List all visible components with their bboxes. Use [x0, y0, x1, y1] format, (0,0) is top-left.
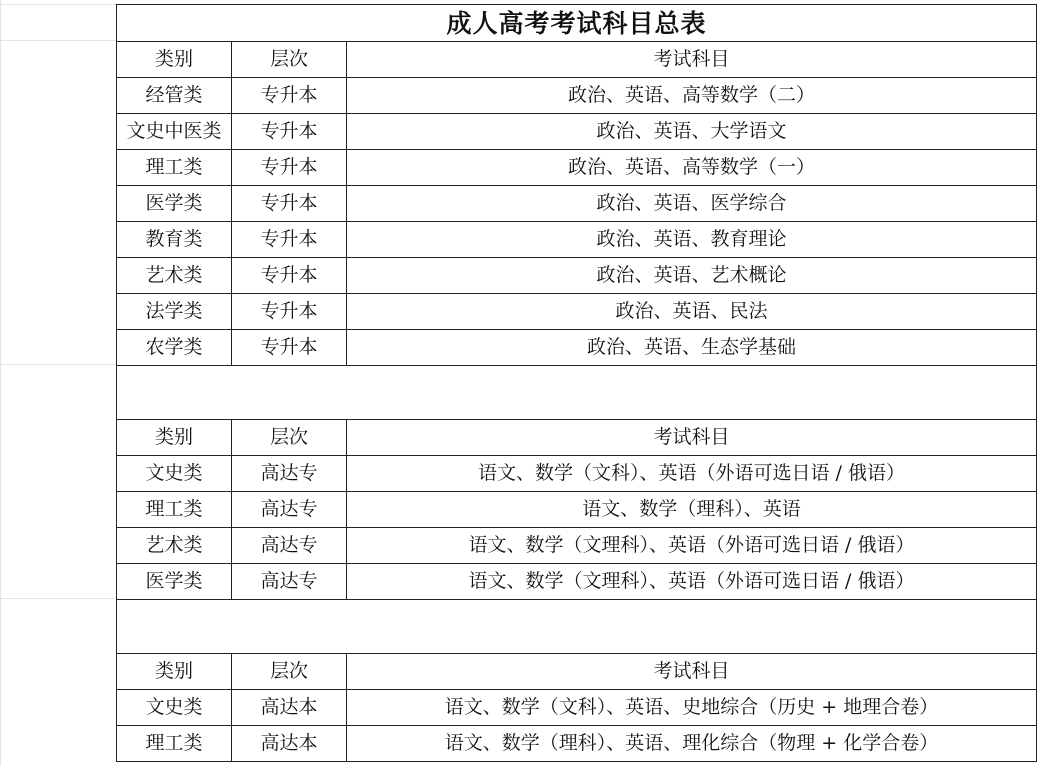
cell-subjects[interactable]: 语文、数学（文理科）、英语（外语可选日语 / 俄语） [347, 528, 1037, 564]
gridline [0, 40, 116, 41]
cell-level[interactable]: 高达本 [232, 690, 347, 726]
cell-subjects[interactable]: 政治、英语、大学语文 [347, 114, 1037, 150]
cell-level[interactable]: 专升本 [232, 150, 347, 186]
table-row [117, 528, 1037, 564]
gridline [0, 4, 116, 5]
header-category[interactable]: 类别 [117, 42, 232, 78]
cell-category[interactable]: 教育类 [117, 222, 232, 258]
cell-category[interactable]: 法学类 [117, 294, 232, 330]
header-subjects[interactable]: 考试科目 [347, 42, 1037, 78]
cell-level[interactable]: 专升本 [232, 186, 347, 222]
table-row [117, 330, 1037, 366]
table-row [117, 492, 1037, 528]
cell-subjects[interactable]: 语文、数学（文科）、英语（外语可选日语 / 俄语） [347, 456, 1037, 492]
table-row [117, 294, 1037, 330]
gridline [0, 598, 116, 599]
cell-category[interactable]: 文史中医类 [117, 114, 232, 150]
cell-category[interactable]: 医学类 [117, 186, 232, 222]
cell-category[interactable]: 医学类 [117, 564, 232, 600]
table-row [117, 258, 1037, 294]
cell-subjects[interactable]: 政治、英语、民法 [347, 294, 1037, 330]
cell-level[interactable]: 高达专 [232, 492, 347, 528]
header-level[interactable]: 层次 [232, 654, 347, 690]
table-row [117, 78, 1037, 114]
cell-subjects[interactable]: 政治、英语、生态学基础 [347, 330, 1037, 366]
cell-level[interactable]: 专升本 [232, 222, 347, 258]
cell-category[interactable]: 理工类 [117, 726, 232, 762]
header-level[interactable]: 层次 [232, 420, 347, 456]
header-category[interactable]: 类别 [117, 420, 232, 456]
table-row [117, 114, 1037, 150]
cell-subjects[interactable]: 语文、数学（理科）、英语 [347, 492, 1037, 528]
empty-spacer-cell[interactable] [117, 600, 1037, 654]
cell-category[interactable]: 艺术类 [117, 258, 232, 294]
cell-level[interactable]: 专升本 [232, 78, 347, 114]
cell-subjects[interactable]: 政治、英语、高等数学（一） [347, 150, 1037, 186]
section-header-row [117, 654, 1037, 690]
cell-level[interactable]: 专升本 [232, 294, 347, 330]
header-category[interactable]: 类别 [117, 654, 232, 690]
cell-category[interactable]: 文史类 [117, 690, 232, 726]
table-row [117, 186, 1037, 222]
cell-level[interactable]: 高达本 [232, 726, 347, 762]
cell-level[interactable]: 高达专 [232, 564, 347, 600]
table-row [117, 222, 1037, 258]
empty-spacer-cell[interactable] [117, 366, 1037, 420]
cell-subjects[interactable]: 政治、英语、高等数学（二） [347, 78, 1037, 114]
header-subjects[interactable]: 考试科目 [347, 654, 1037, 690]
gridline [0, 364, 116, 365]
section-header-row [117, 420, 1037, 456]
table-row [117, 726, 1037, 762]
cell-subjects[interactable]: 语文、数学（文科）、英语、史地综合（历史 + 地理合卷） [347, 690, 1037, 726]
cell-level[interactable]: 专升本 [232, 258, 347, 294]
table-row [117, 564, 1037, 600]
header-level[interactable]: 层次 [232, 42, 347, 78]
cell-subjects[interactable]: 政治、英语、教育理论 [347, 222, 1037, 258]
header-subjects[interactable]: 考试科目 [347, 420, 1037, 456]
cell-category[interactable]: 艺术类 [117, 528, 232, 564]
cell-category[interactable]: 理工类 [117, 150, 232, 186]
cell-level[interactable]: 高达专 [232, 456, 347, 492]
table-row [117, 690, 1037, 726]
table-title[interactable]: 成人高考考试科目总表 [117, 5, 1037, 42]
exam-subjects-table [116, 4, 1037, 762]
table-row [117, 456, 1037, 492]
cell-subjects[interactable]: 语文、数学（文理科）、英语（外语可选日语 / 俄语） [347, 564, 1037, 600]
cell-level[interactable]: 专升本 [232, 330, 347, 366]
cell-category[interactable]: 农学类 [117, 330, 232, 366]
cell-category[interactable]: 理工类 [117, 492, 232, 528]
table-row [117, 150, 1037, 186]
cell-subjects[interactable]: 语文、数学（理科）、英语、理化综合（物理 + 化学合卷） [347, 726, 1037, 762]
cell-level[interactable]: 高达专 [232, 528, 347, 564]
section-header-row [117, 42, 1037, 78]
cell-subjects[interactable]: 政治、英语、医学综合 [347, 186, 1037, 222]
gridline [0, 0, 1, 766]
cell-category[interactable]: 经管类 [117, 78, 232, 114]
cell-level[interactable]: 专升本 [232, 114, 347, 150]
cell-category[interactable]: 文史类 [117, 456, 232, 492]
cell-subjects[interactable]: 政治、英语、艺术概论 [347, 258, 1037, 294]
